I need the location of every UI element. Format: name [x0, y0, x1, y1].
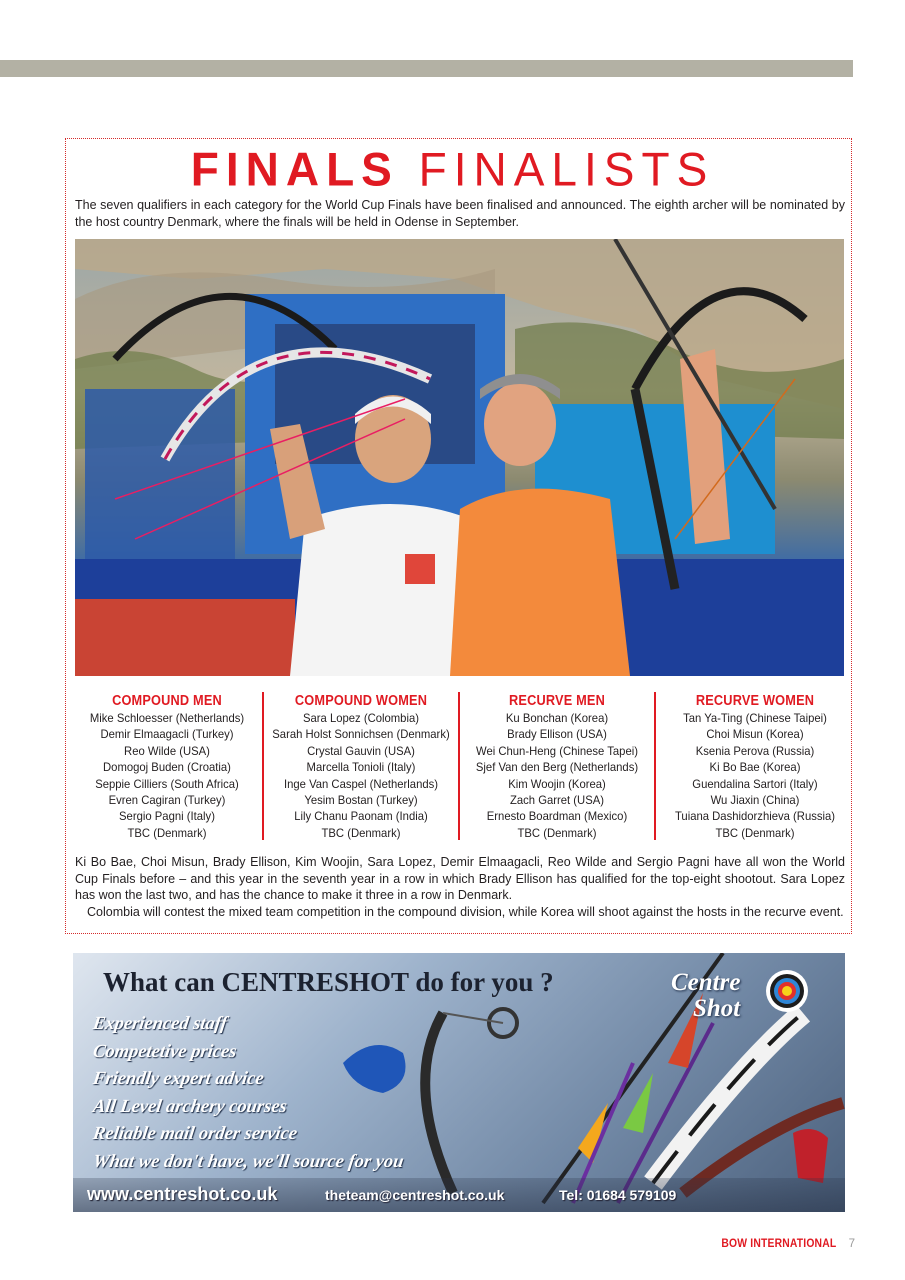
archer-item: TBC (Denmark) [517, 825, 597, 840]
archer-item: Guendalina Sartori (Italy) [692, 776, 818, 791]
logo-text-shot: Shot [693, 995, 741, 1022]
archer-item: Mike Schloesser (Netherlands) [89, 711, 245, 725]
advert-contact-bar [73, 1178, 845, 1212]
archer-item: Yesim Bostan (Turkey) [304, 793, 418, 808]
finalists-photo [75, 239, 844, 676]
advert-feature: Competetive prices [91, 1041, 238, 1062]
advert-email-link[interactable]: theteam@centreshot.co.uk [325, 1187, 505, 1203]
archer-list [657, 710, 853, 841]
title-rest: FINALISTS [418, 142, 715, 196]
page-number: 7 [848, 1238, 855, 1250]
body-paragraph: Colombia will contest the mixed team competition in the compound division, while Korea will shoot against the hosts in the recurve event. [87, 904, 844, 919]
category-column [657, 692, 853, 844]
archer-item: TBC (Denmark) [321, 825, 401, 840]
page-footer [715, 1238, 855, 1250]
photo-illustration [75, 239, 844, 676]
article-intro: The seven qualifiers in each category for the World Cup Finals have been finalised and announced. The eighth archer will be nominated by the host country Denmark, where the finals will be held in Odense in September. [75, 198, 845, 229]
category-column [263, 692, 459, 844]
archer-item: Sara Lopez (Colombia) [302, 711, 420, 725]
advert-feature: All Level archery courses [91, 1096, 289, 1117]
archer-item: Domogoj Buden (Croatia) [103, 760, 231, 775]
advert-features [93, 1011, 403, 1176]
category-column [69, 692, 265, 844]
article-title [0, 144, 905, 195]
advert-feature: What we don't have, we'll source for you [91, 1151, 405, 1172]
advert-website-link[interactable]: www.centreshot.co.uk [87, 1184, 278, 1204]
body-paragraph: Ki Bo Bae, Choi Misun, Brady Ellison, Kim Woojin, Sara Lopez, Demir Elmaagacli, Reo Wilde and Sergio Pagni have all won the World Cup Finals before – and this year in the seventh year in a row in which Brady Ellison has qualified for the top-eight shootout. Sara Lopez has won the last two, and has the chance to make it three in a row in Denmark. [75, 855, 845, 902]
centreshot-logo[interactable] [671, 963, 811, 1035]
archer-item: Reo Wilde (USA) [124, 743, 210, 758]
archer-item: Wei Chun-Heng (Chinese Tapei) [476, 743, 638, 758]
finalists-columns [69, 692, 853, 844]
advert-headline: What can CENTRESHOT do for you ? [103, 967, 554, 997]
archer-item: TBC (Denmark) [127, 825, 207, 840]
category-heading: RECURVE MEN [508, 693, 606, 709]
archer-item: Sjef Van den Berg (Netherlands) [475, 760, 639, 775]
archer-list [263, 710, 459, 841]
archer-item: Ki Bo Bae (Korea) [709, 760, 801, 775]
top-bar [0, 60, 853, 77]
archer-item: Demir Elmaagacli (Turkey) [100, 727, 234, 742]
archer-item: Evren Cagiran (Turkey) [108, 793, 226, 808]
archer-item: Lily Chanu Paonam (India) [294, 809, 428, 824]
archer-item: Ernesto Boardman (Mexico) [486, 809, 628, 824]
archer-list [459, 710, 655, 841]
archer-item: Marcella Tonioli (Italy) [306, 760, 416, 775]
archer-item: Kim Woojin (Korea) [508, 776, 606, 791]
advert-phone[interactable]: Tel: 01684 579109 [559, 1187, 677, 1203]
archer-item: Sergio Pagni (Italy) [119, 809, 215, 824]
category-column [459, 692, 655, 844]
archer-item: Ksenia Perova (Russia) [695, 743, 815, 758]
magazine-name: BOW INTERNATIONAL [721, 1238, 837, 1250]
title-bold: FINALS [190, 142, 399, 196]
archer-item: TBC (Denmark) [715, 825, 795, 840]
article-body [75, 854, 845, 920]
archer-item: Zach Garret (USA) [509, 793, 605, 808]
archer-item: Inge Van Caspel (Netherlands) [283, 776, 439, 791]
advert-feature: Friendly expert advice [91, 1069, 266, 1089]
category-heading: COMPOUND MEN [112, 693, 222, 709]
category-heading: RECURVE WOMEN [695, 693, 815, 709]
archer-item: Tuiana Dashidorzhieva (Russia) [674, 809, 836, 824]
archer-item: Tan Ya-Ting (Chinese Taipei) [683, 711, 827, 725]
logo-text-centre: Centre [671, 969, 741, 996]
archer-item: Seppie Cilliers (South Africa) [95, 776, 239, 791]
archer-list [69, 710, 265, 841]
archer-item: Ku Bonchan (Korea) [505, 711, 609, 725]
archer-item: Sarah Holst Sonnichsen (Denmark) [272, 727, 450, 742]
column-divider [654, 692, 656, 840]
archer-item: Choi Misun (Korea) [706, 727, 804, 742]
archer-item: Brady Ellison (USA) [507, 727, 607, 742]
archer-item: Wu Jiaxin (China) [710, 793, 800, 808]
advert-feature: Reliable mail order service [91, 1124, 299, 1144]
centreshot-advert[interactable] [73, 953, 845, 1212]
category-heading: COMPOUND WOMEN [294, 693, 428, 709]
target-icon [765, 969, 809, 1013]
advert-feature: Experienced staff [91, 1014, 229, 1034]
archer-item: Crystal Gauvin (USA) [307, 743, 415, 758]
